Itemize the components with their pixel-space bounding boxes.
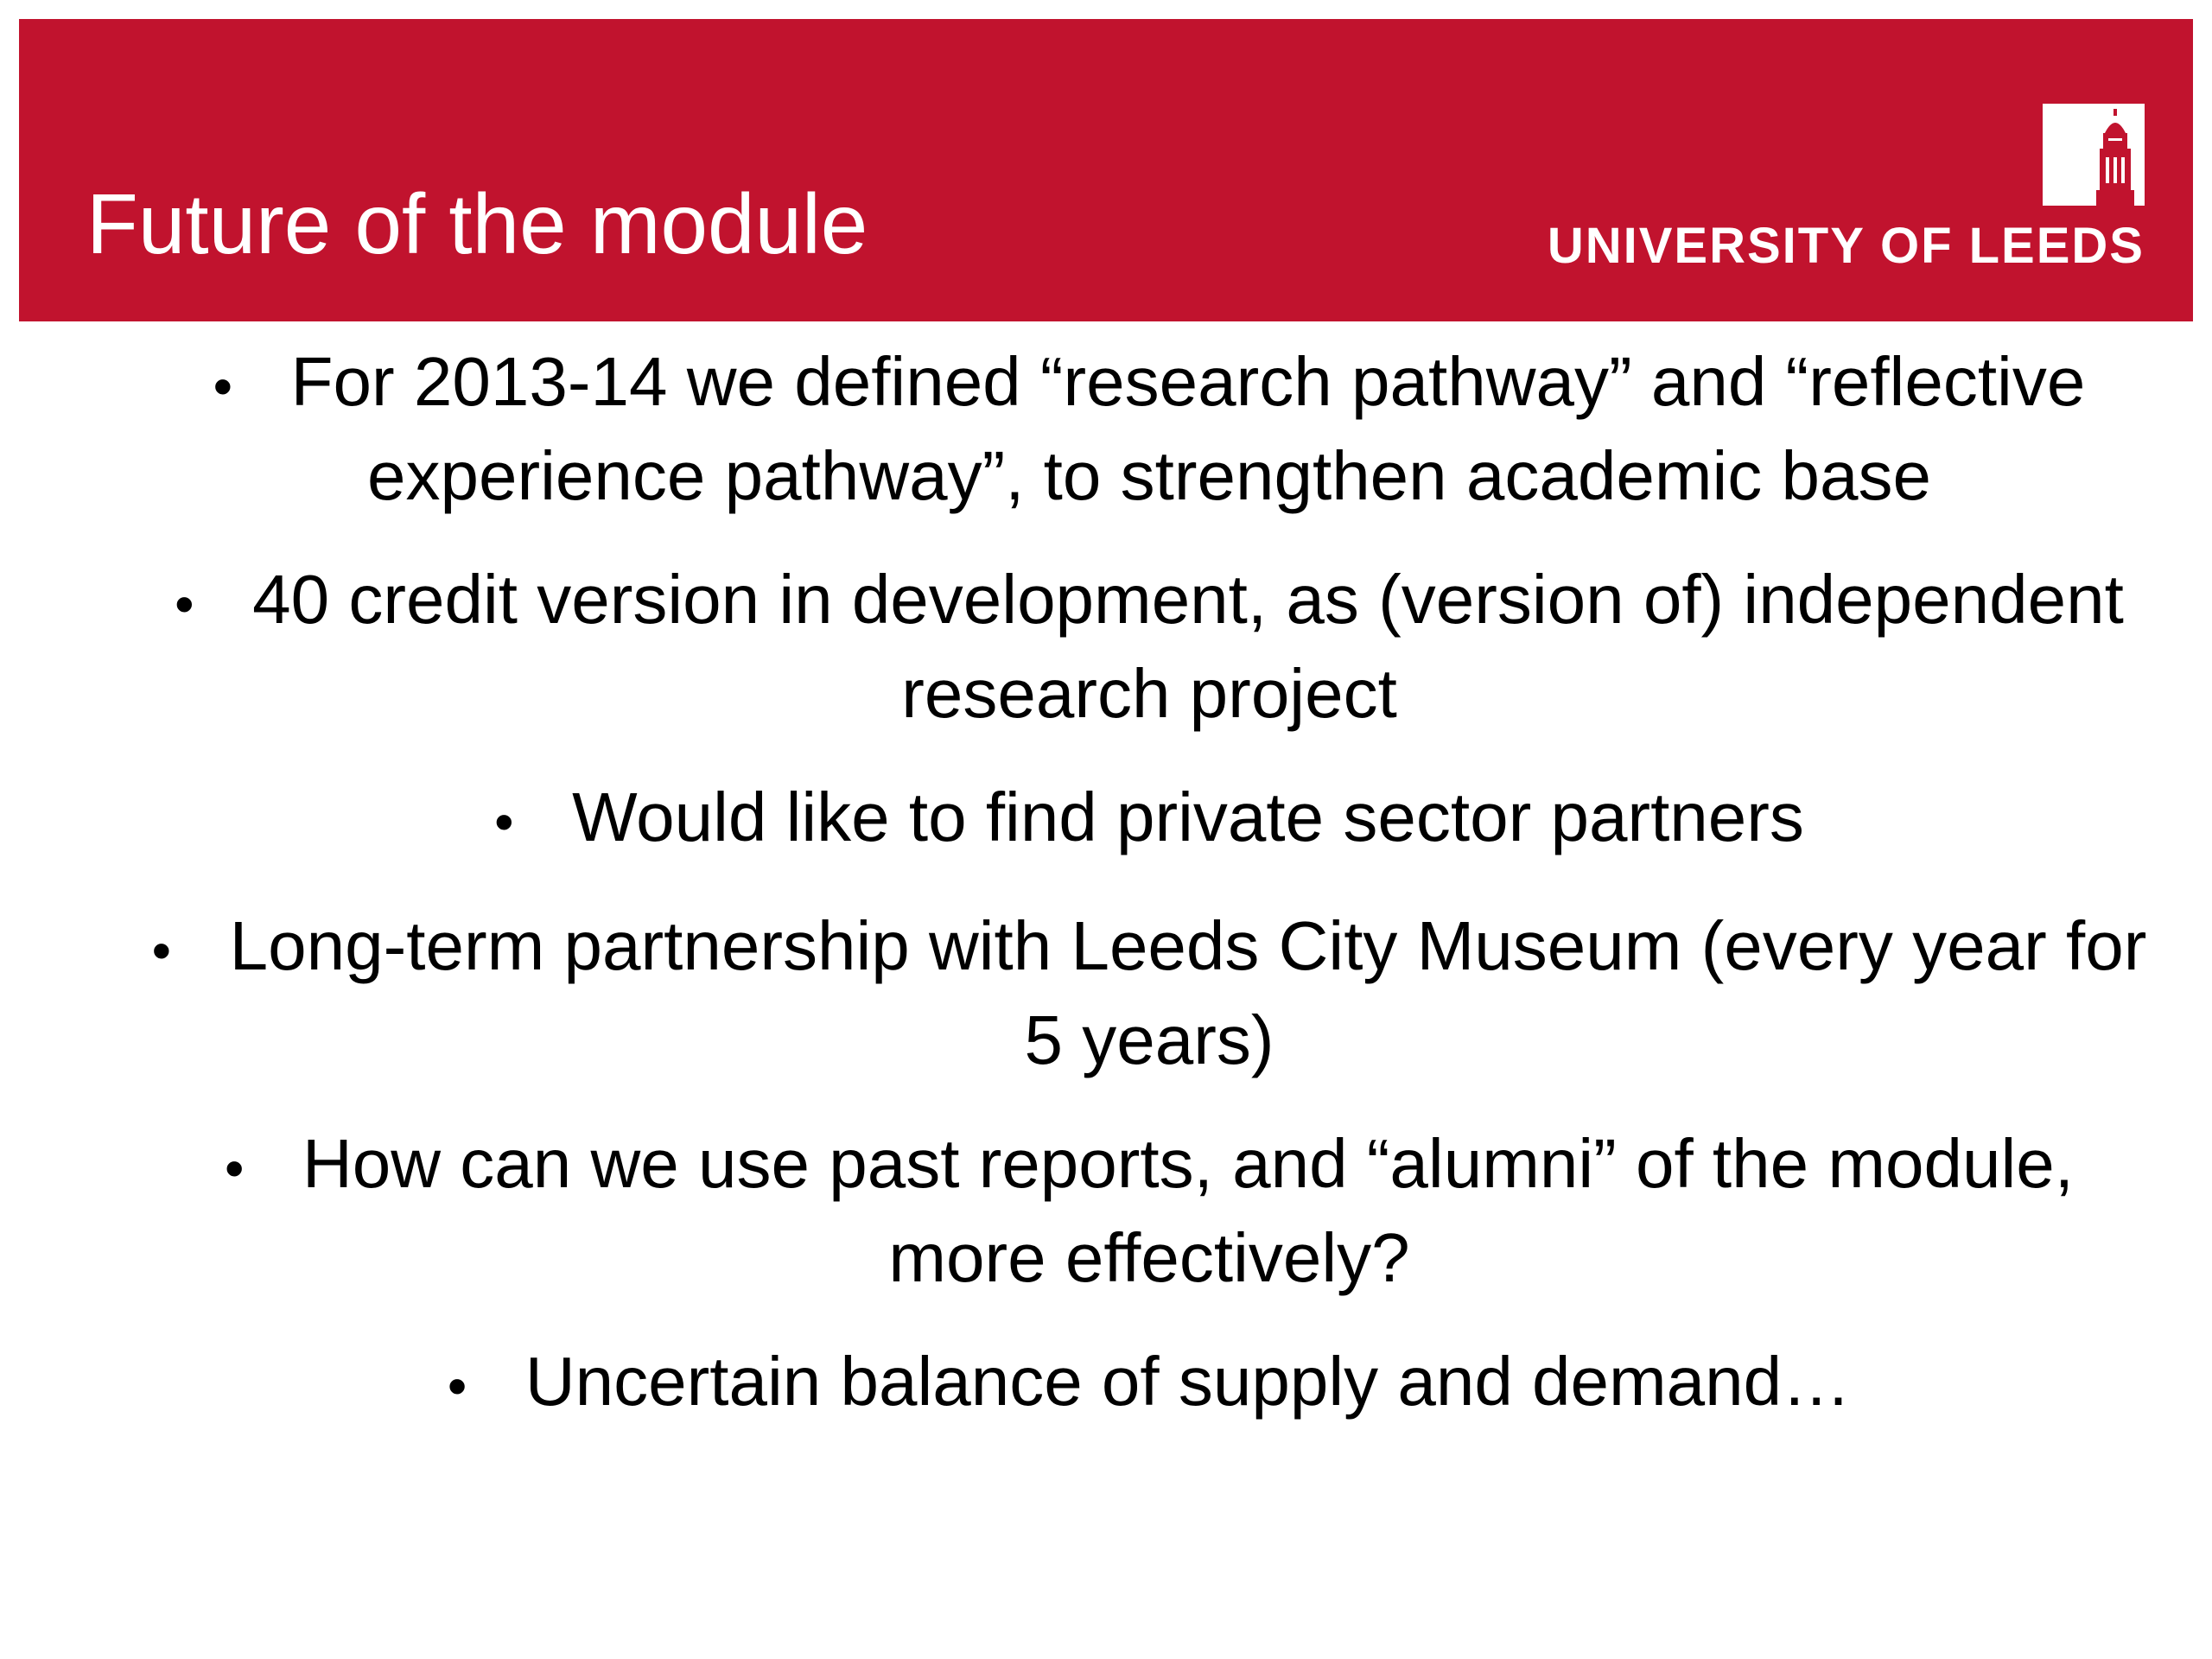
bullet-glyph: • — [213, 355, 233, 417]
bullet-item — [138, 1337, 2160, 1431]
bullet-item — [138, 337, 2160, 520]
bullet-text: Long-term partnership with Leeds City Museum (every year for 5 years) — [229, 907, 2147, 1078]
logo-wordmark: UNIVERSITY OF LEEDS — [1547, 218, 2145, 274]
slide-title: Future of the module — [86, 176, 868, 271]
bullet-text: Uncertain balance of supply and demand… — [524, 1343, 1852, 1420]
university-logo — [1540, 104, 2145, 276]
bullet-item — [138, 1119, 2160, 1302]
bullet-text: 40 credit version in development, as (version of) independent research project — [252, 561, 2124, 732]
bullet-glyph: • — [175, 573, 194, 635]
bullet-text: How can we use past reports, and “alumni” of the module, more effectively? — [302, 1125, 2074, 1296]
bullet-item — [138, 901, 2160, 1084]
bullet-text: Would like to find private sector partners — [572, 779, 1804, 855]
bullet-glyph: • — [494, 791, 514, 853]
bullet-list — [138, 337, 2160, 1465]
parkinson-tower-icon — [2043, 104, 2145, 206]
bullet-item — [138, 772, 2160, 867]
bullet-text: For 2013-14 we defined “research pathway” and “reflective experience pathway”, to strengthen academic base — [290, 343, 2086, 514]
bullet-glyph: • — [447, 1355, 467, 1417]
bullet-glyph: • — [225, 1137, 245, 1199]
bullet-item — [138, 555, 2160, 738]
bullet-glyph: • — [151, 919, 172, 982]
